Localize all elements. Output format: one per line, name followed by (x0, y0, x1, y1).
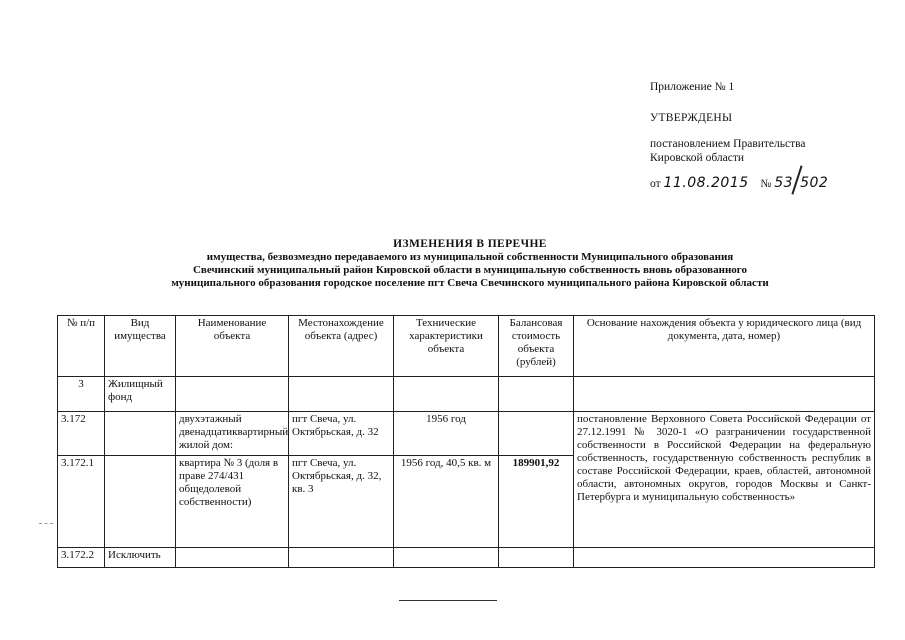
title-line-3: муниципального образования городское поселение пгт Свеча Свечинского муниципального района Кировской области (171, 277, 769, 289)
decree-line-2: Кировской области (650, 152, 745, 164)
header-type: Вид имущества (105, 316, 176, 377)
cell-address: пгт Свеча, ул. Октябрьская, д. 32 (289, 412, 394, 456)
cell-type (105, 412, 176, 456)
cell-name (176, 377, 289, 412)
title-line-1: имущества, безвозмездно передаваемого из муниципальной собственности Муниципального образования (206, 251, 734, 263)
cell-value (499, 548, 574, 568)
header-num: № п/п (58, 316, 105, 377)
cell-num: 3.172.1 (58, 456, 105, 548)
cell-value (499, 412, 574, 456)
table-header-row (58, 316, 875, 377)
approval-block (650, 80, 890, 195)
document-title-block (60, 238, 880, 290)
header-tech: Технические характеристики объекта (394, 316, 499, 377)
handwritten-date: 11.08.2015 (663, 175, 749, 191)
from-label: от (650, 178, 661, 190)
header-name: Наименование объекта (176, 316, 289, 377)
cell-tech (394, 377, 499, 412)
cell-address (289, 377, 394, 412)
header-address: Местонахождение объекта (адрес) (289, 316, 394, 377)
cell-address: пгт Свеча, ул. Октябрьская, д. 32, кв. 3 (289, 456, 394, 548)
cell-num: 3.172 (58, 412, 105, 456)
cell-name: двухэтажный двенадцатиквартирный жилой дом: (176, 412, 289, 456)
cell-basis (574, 548, 875, 568)
table-row (58, 412, 875, 456)
cell-tech: 1956 год (394, 412, 499, 456)
number-label: № (760, 178, 772, 190)
cell-type (105, 456, 176, 548)
cell-tech (394, 548, 499, 568)
title-line-2: Свечинский муниципальный район Кировской области в муниципальную собственность вновь образованного (192, 264, 748, 276)
approved-label: УТВЕРЖДЕНЫ (650, 112, 733, 124)
cell-type: Исключить (105, 548, 176, 568)
cell-num: 3.172.2 (58, 548, 105, 568)
footnote-separator (399, 600, 497, 601)
table-row (58, 548, 875, 568)
cell-type: Жилищный фонд (105, 377, 176, 412)
handwritten-number-part2: 502 (800, 175, 829, 191)
cell-name: квартира № 3 (доля в праве 274/431 общедолевой собственности) (176, 456, 289, 548)
table-row (58, 377, 875, 412)
decree-line-1: постановлением Правительства (650, 138, 806, 150)
header-basis: Основание нахождения объекта у юридического лица (вид документа, дата, номер) (574, 316, 875, 377)
cell-basis: постановление Верховного Совета Российской Федерации от 27.12.1991 № 3020-1 «О разграничении государственной собственности в Российской Федерации на федеральную собственность, государственную собственность республик в составе Российской Федерации, краев, областей, автономной области, автономных округов, городов Москвы и Санкт-Петербурга и муниципальную собственность» (574, 412, 875, 548)
cell-basis (574, 377, 875, 412)
decree-date-number-line (650, 165, 890, 195)
handwritten-number-part1: 53 (774, 175, 794, 191)
cell-value (499, 377, 574, 412)
property-changes-table (57, 315, 875, 568)
cell-address (289, 548, 394, 568)
cell-tech: 1956 год, 40,5 кв. м (394, 456, 499, 548)
document-title: ИЗМЕНЕНИЯ В ПЕРЕЧНЕ (393, 238, 547, 250)
cell-name (176, 548, 289, 568)
cell-num: 3 (58, 377, 105, 412)
header-value: Балансовая стоимость объекта (рублей) (499, 316, 574, 377)
cell-value: 189901,92 (499, 456, 574, 548)
margin-mark (39, 523, 53, 524)
appendix-label: Приложение № 1 (650, 81, 735, 93)
